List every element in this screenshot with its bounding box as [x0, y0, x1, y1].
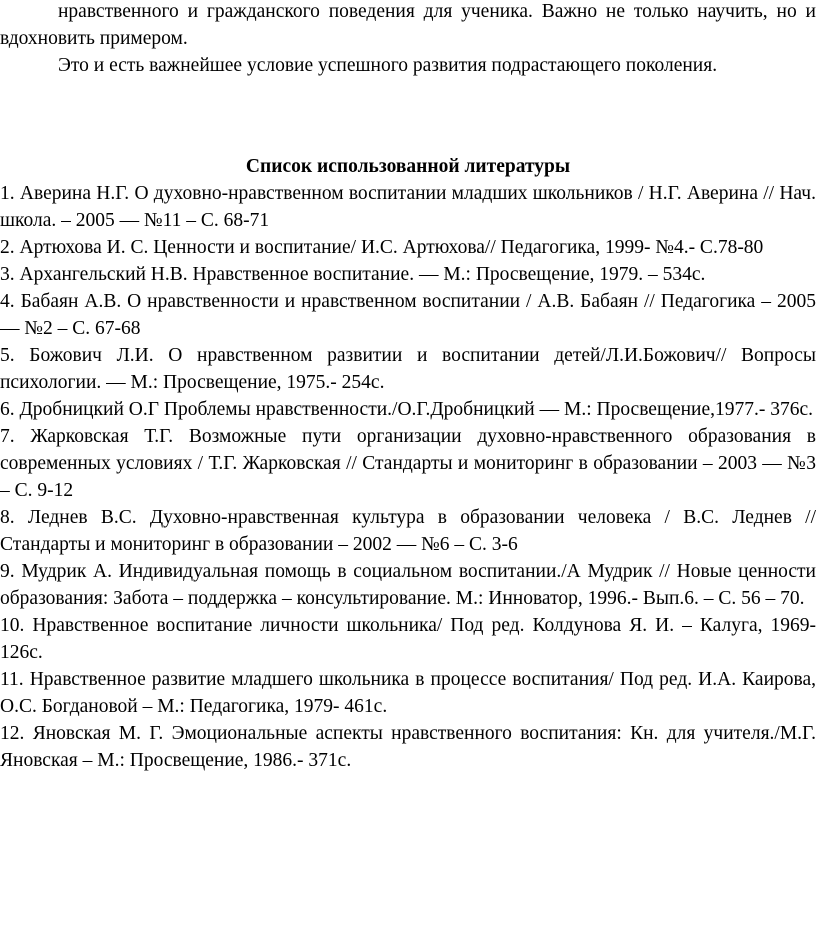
reference-item: 9. Мудрик А. Индивидуальная помощь в социальном воспитании./А Мудрик // Новые ценности образования: Забота – поддержка – консультирование. М.: Инноватор, 1996.- Вып.6. – С. 56 – 70.: [0, 561, 816, 609]
reference-item: 5. Божович Л.И. О нравственном развитии и воспитании детей/Л.И.Божович// Вопросы психологии. — М.: Просвещение, 1975.- 254с.: [0, 345, 816, 393]
reference-item: 10. Нравственное воспитание личности школьника/ Под ред. Колдунова Я. И. – Калуга, 1969-126с.: [0, 615, 816, 663]
reference-item: 7. Жарковская Т.Г. Возможные пути организации духовно-нравственного образования в современных условиях / Т.Г. Жарковская // Стандарты и мониторинг в образовании – 2003 — №3 – С. 9-12: [0, 426, 816, 501]
reference-item: 4. Бабаян А.В. О нравственности и нравственном воспитании / А.В. Бабаян // Педагогика – 2005 — №2 – С. 67-68: [0, 291, 816, 339]
reference-item: 3. Архангельский Н.В. Нравственное воспитание. — М.: Просвещение, 1979. – 534с.: [0, 264, 706, 285]
reference-item: 6. Дробницкий О.Г Проблемы нравственности./О.Г.Дробницкий — М.: Просвещение,1977.- 376с.: [0, 399, 814, 420]
reference-item: 1. Аверина Н.Г. О духовно-нравственном воспитании младших школьников / Н.Г. Аверина // Нач. школа. – 2005 — №11 – С. 68-71: [0, 183, 816, 231]
intro-section: [0, 0, 816, 79]
reference-item: 2. Артюхова И. С. Ценности и воспитание/ И.С. Артюхова// Педагогика, 1999- №4.- С.78-80: [0, 237, 764, 258]
intro-paragraph-2: Это и есть важнейшее условие успешного развития подрастающего поколения.: [58, 55, 718, 76]
reference-item: 8. Леднев В.С. Духовно-нравственная культура в образовании человека / В.С. Леднев // Стандарты и мониторинг в образовании – 2002 — №6 – С. 3-6: [0, 507, 816, 555]
section-spacer: [0, 79, 816, 153]
references-section: [0, 153, 816, 774]
references-heading: Список использованной литературы: [245, 156, 571, 177]
reference-item: 12. Яновская М. Г. Эмоциональные аспекты нравственного воспитания: Кн. для учителя./М.Г. Яновская – М.: Просвещение, 1986.- 371с.: [0, 723, 816, 771]
reference-item: 11. Нравственное развитие младшего школьника в процессе воспитания/ Под ред. И.А. Каирова, О.С. Богдановой – М.: Педагогика, 1979- 461с.: [0, 669, 816, 717]
intro-paragraph-1: нравственного и гражданского поведения для ученика. Важно не только научить, но и вдохновить примером.: [0, 1, 816, 49]
